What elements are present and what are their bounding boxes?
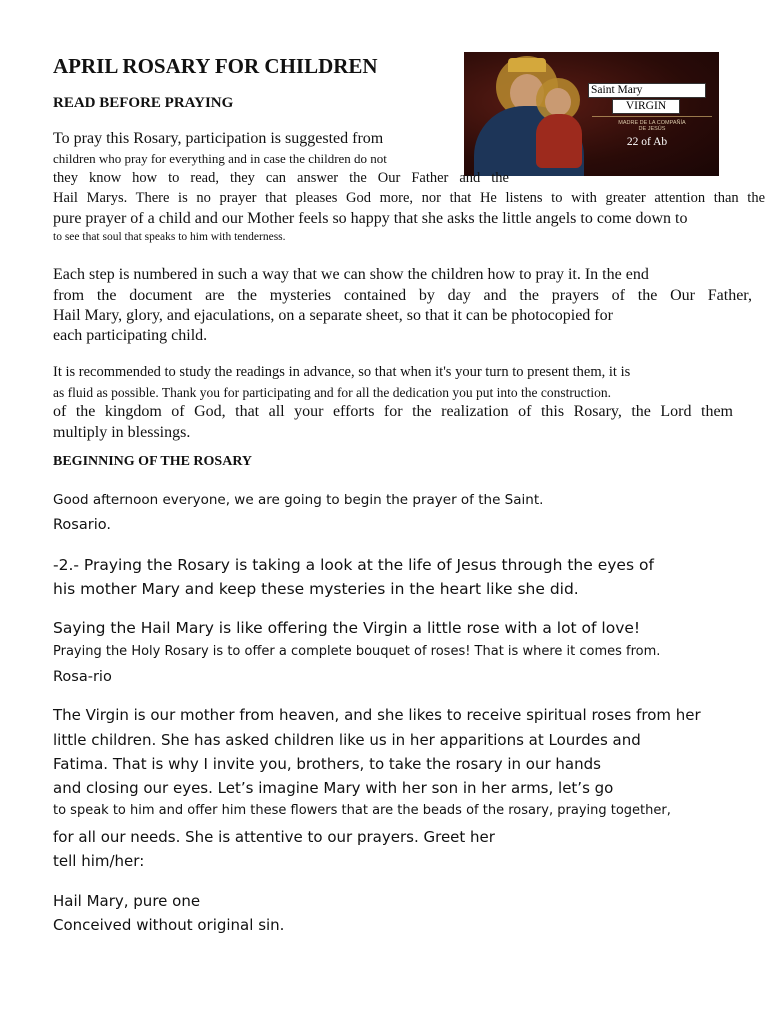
- image-label-virgin: VIRGIN: [612, 99, 680, 114]
- steps-line-3: Hail Mary, glory, and ejaculations, on a separate sheet, so that it can be photocopied for: [53, 307, 613, 324]
- image-caption-line2: DE JESÚS: [638, 126, 666, 132]
- page-title: APRIL ROSARY FOR CHILDREN: [53, 54, 378, 78]
- recommend-line-4: multiply in blessings.: [53, 424, 191, 441]
- hailmary-line-1: Saying the Hail Mary is like offering the Virgin a little rose with a lot of love!: [53, 619, 641, 637]
- mary-crown: [508, 58, 546, 72]
- section-heading-beginning: BEGINNING OF THE ROSARY: [53, 454, 253, 469]
- virgin-line-4: and closing our eyes. Let’s imagine Mary with her son in her arms, let’s go: [53, 779, 614, 797]
- intro-line-5: pure prayer of a child and our Mother feels so happy that she asks the little angels to come down to: [53, 210, 688, 227]
- intro-line-1: To pray this Rosary, participation is suggested from: [53, 130, 384, 147]
- virgin-line-3: Fatima. That is why I invite you, brothers, to take the rosary in our hands: [53, 755, 601, 773]
- steps-line-1: Each step is numbered in such a way that we can show the children how to pray it. In the end: [53, 266, 649, 283]
- virgin-line-5: to speak to him and offer him these flowers that are the beads of the rosary, praying together,: [53, 803, 671, 818]
- virgin-line-6: for all our needs. She is attentive to our prayers. Greet her: [53, 828, 495, 846]
- prayer-line-2: Conceived without original sin.: [53, 916, 285, 934]
- greeting-line-1: Good afternoon everyone, we are going to begin the prayer of the Saint.: [53, 492, 544, 508]
- section-heading-read-before: READ BEFORE PRAYING: [53, 95, 234, 111]
- image-rule: [592, 116, 712, 117]
- intro-line-2: children who pray for everything and in case the children do not: [53, 151, 387, 166]
- intro-line-6: to see that soul that speaks to him with tenderness.: [53, 231, 286, 243]
- greeting-line-2: Rosario.: [53, 517, 111, 533]
- image-caption-line1: MADRE DE LA COMPAÑÍA: [618, 120, 686, 126]
- image-label-saint-mary: Saint Mary: [588, 83, 706, 98]
- steps-line-4: each participating child.: [53, 327, 208, 344]
- prayer-line-1: Hail Mary, pure one: [53, 892, 201, 910]
- intro-line-3: they know how to read, they can answer the Our Father and the: [53, 170, 509, 186]
- virgin-line-1: The Virgin is our mother from heaven, and she likes to receive spiritual roses from her: [53, 706, 701, 724]
- hailmary-line-2: Praying the Holy Rosary is to offer a complete bouquet of roses! That is where it comes from.: [53, 644, 661, 659]
- child-face: [545, 88, 571, 116]
- intro-line-4: Hail Marys. There is no prayer that pleases God more, nor that He listens to with greater attention than the: [53, 190, 765, 206]
- child-robe: [536, 114, 582, 168]
- virgin-line-2: little children. She has asked children like us in her apparitions at Lourdes and: [53, 731, 641, 749]
- hailmary-line-3: Rosa-rio: [53, 669, 112, 685]
- recommend-line-3: of the kingdom of God, that all your efforts for the realization of this Rosary, the Lord them: [53, 403, 733, 420]
- virgin-mary-image: [464, 52, 719, 176]
- step2-line-1: -2.- Praying the Rosary is taking a look at the life of Jesus through the eyes of: [53, 556, 654, 574]
- recommend-line-2: as fluid as possible. Thank you for participating and for all the dedication you put into the construction.: [53, 385, 612, 400]
- recommend-line-1: It is recommended to study the readings in advance, so that when it's your turn to present them, it is: [53, 364, 631, 380]
- virgin-line-7: tell him/her:: [53, 852, 145, 870]
- step2-line-2: his mother Mary and keep these mysteries in the heart like she did.: [53, 580, 579, 598]
- image-label-date: 22 of Ab: [626, 136, 668, 148]
- steps-line-2: from the document are the mysteries contained by day and the prayers of the Our Father,: [53, 287, 752, 304]
